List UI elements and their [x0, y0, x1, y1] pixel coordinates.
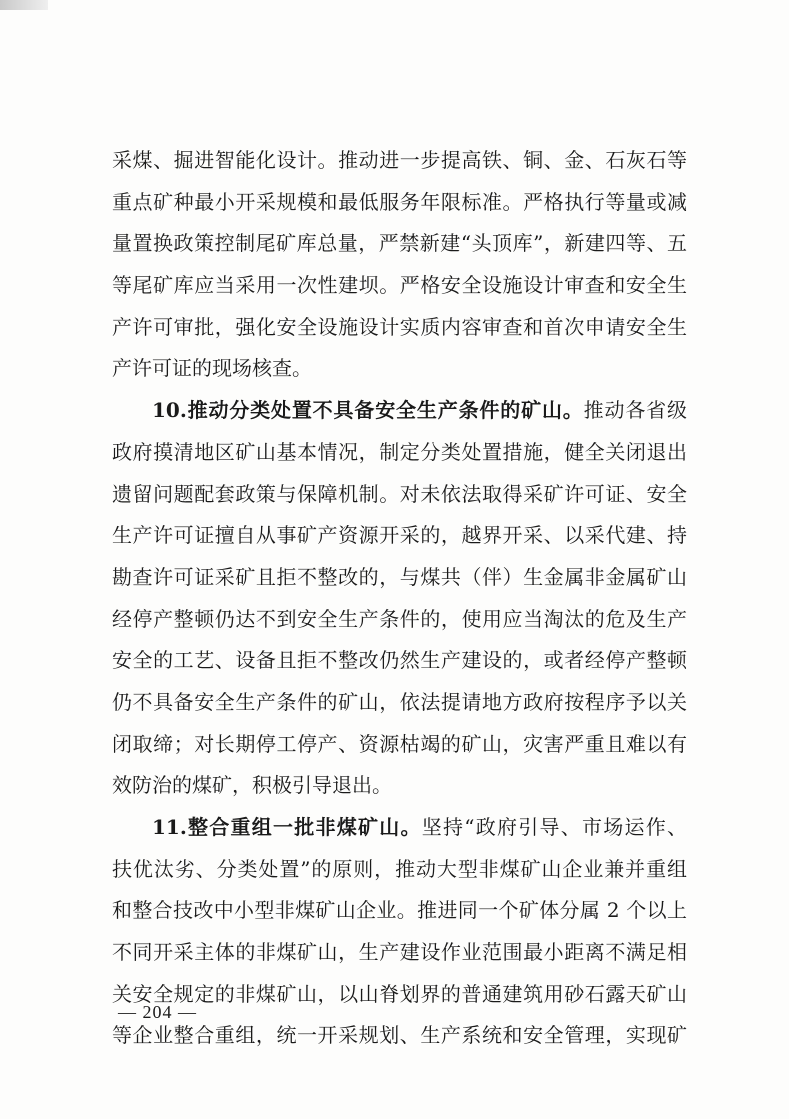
text-line-21: 关安全规定的非煤矿山，以山脊划界的普通建筑用砂石露天矿山 [112, 981, 687, 1006]
text-line-13: 安全的工艺、设备且拒不整改仍然生产建设的，或者经停产整顿 [112, 648, 687, 673]
body-text [112, 140, 687, 1057]
text-line-16: 效防治的煤矿，积极引导退出。 [112, 773, 392, 798]
page-number: — 204 — [118, 1002, 197, 1022]
text-line-14: 仍不具备安全生产条件的矿山，依法提请地方政府按程序予以关 [112, 689, 687, 714]
section-11-heading: 11.整合重组一批非煤矿山。 [152, 815, 422, 839]
text-line-22: 等企业整合重组，统一开采规划、生产系统和安全管理，实现矿 [112, 1023, 687, 1048]
text-line-11: 勘查许可证采矿且拒不整改的，与煤共（伴）生金属非金属矿山 [112, 564, 687, 589]
text-line-18: 扶优汰劣、分类处置”的原则，推动大型非煤矿山企业兼并重组 [112, 856, 687, 881]
section-10-heading-line [112, 390, 687, 432]
text-line-2: 重点矿种最小开采规模和最低服务年限标准。严格执行等量或减 [112, 189, 687, 214]
text-line-1: 采煤、掘进智能化设计。推动进一步提高铁、铜、金、石灰石等 [112, 148, 687, 172]
text-line-4: 等尾矿库应当采用一次性建坝。严格安全设施设计审查和安全生 [112, 273, 687, 298]
section-11-lead-text: 坚持“政府引导、市场运作、 [421, 815, 687, 839]
scan-corner-mark [0, 0, 48, 10]
text-line-6: 产许可证的现场核查。 [112, 356, 312, 381]
text-line-9: 遗留问题配套政策与保障机制。对未依法取得采矿许可证、安全 [112, 481, 687, 506]
text-line-12: 经停产整顿仍达不到安全生产条件的，使用应当淘汰的危及生产 [112, 606, 687, 631]
section-10-heading: 10.推动分类处置不具备安全生产条件的矿山。 [152, 398, 584, 423]
text-line-20: 不同开采主体的非煤矿山，生产建设作业范围最小距离不满足相 [112, 940, 687, 965]
text-line-10: 生产许可证擅自从事矿产资源开采的，越界开采、以采代建、持 [112, 523, 687, 548]
text-line-5: 产许可审批，强化安全设施设计实质内容审查和首次申请安全生 [112, 314, 687, 339]
section-10-lead-text: 推动各省级 [583, 398, 687, 423]
text-line-8: 政府摸清地区矿山基本情况，制定分类处置措施，健全关闭退出 [112, 439, 687, 464]
section-11-heading-line [112, 807, 687, 849]
text-line-3: 量置换政策控制尾矿库总量，严禁新建“头顶库”，新建四等、五 [112, 231, 687, 256]
text-line-15: 闭取缔；对长期停工停产、资源枯竭的矿山，灾害严重且难以有 [112, 731, 687, 756]
text-line-19: 和整合技改中小型非煤矿山企业。推进同一个矿体分属 2 个以上 [112, 898, 687, 923]
